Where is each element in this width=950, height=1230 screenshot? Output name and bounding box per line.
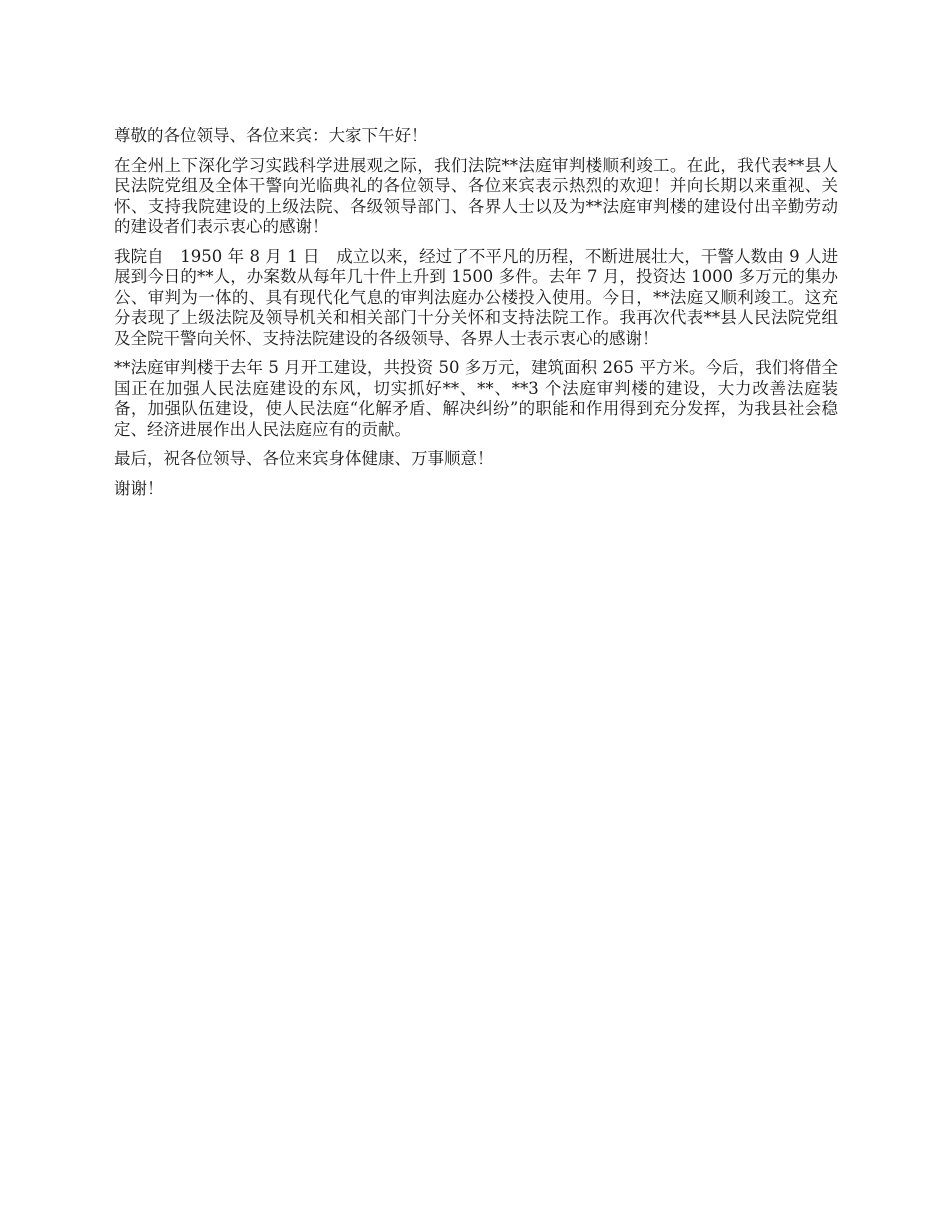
greeting-paragraph: 尊敬的各位领导、各位来宾：大家下午好！: [114, 126, 428, 145]
welcome-paragraph: 在全州上下深化学习实践科学进展观之际，我们法院**法庭审判楼顺利竣工。在此，我代表**县人民法院党组及全体干警向光临典礼的各位领导、各位来宾表示热烈的欢迎！并向长期以来重视、关怀、支持我院建设的上级法院、各级领导部门、各界人士以及为**法庭审判楼的建设付出辛勤劳动的建设者们表示衷心的感谢！: [114, 155, 838, 236]
wishes-paragraph: 最后，祝各位领导、各位来宾身体健康、万事顺意！: [114, 449, 494, 468]
document-body: [114, 126, 838, 508]
construction-paragraph: **法庭审判楼于去年 5 月开工建设，共投资 50 多万元，建筑面积 265 平方米。今后，我们将借全国正在加强人民法庭建设的东风，切实抓好**、**、**3 个法庭审判楼的建设，大力改善法庭装备，加强队伍建设，使人民法庭“化解矛盾、解决纠纷”的职能和作用得到充分发挥，为我县社会稳定、经济进展作出人民法庭应有的贡献。: [114, 358, 838, 439]
history-paragraph: 我院自 1950 年 8 月 1 日 成立以来，经过了不平凡的历程，不断进展壮大，干警人数由 9 人进展到今日的**人，办案数从每年几十件上升到 1500 多件。去年 7 月，投资达 1000 多万元的集办公、审判为一体的、具有现代化气息的审判法庭办公楼投入使用。今日，**法庭又顺利竣工。这充分表现了上级法院及领导机关和相关部门十分关怀和支持法院工作。我再次代表**县人民法院党组及全院干警向关怀、支持法院建设的各级领导、各界人士表示衷心的感谢！: [114, 246, 838, 348]
thanks-paragraph: 谢谢！: [114, 478, 164, 498]
